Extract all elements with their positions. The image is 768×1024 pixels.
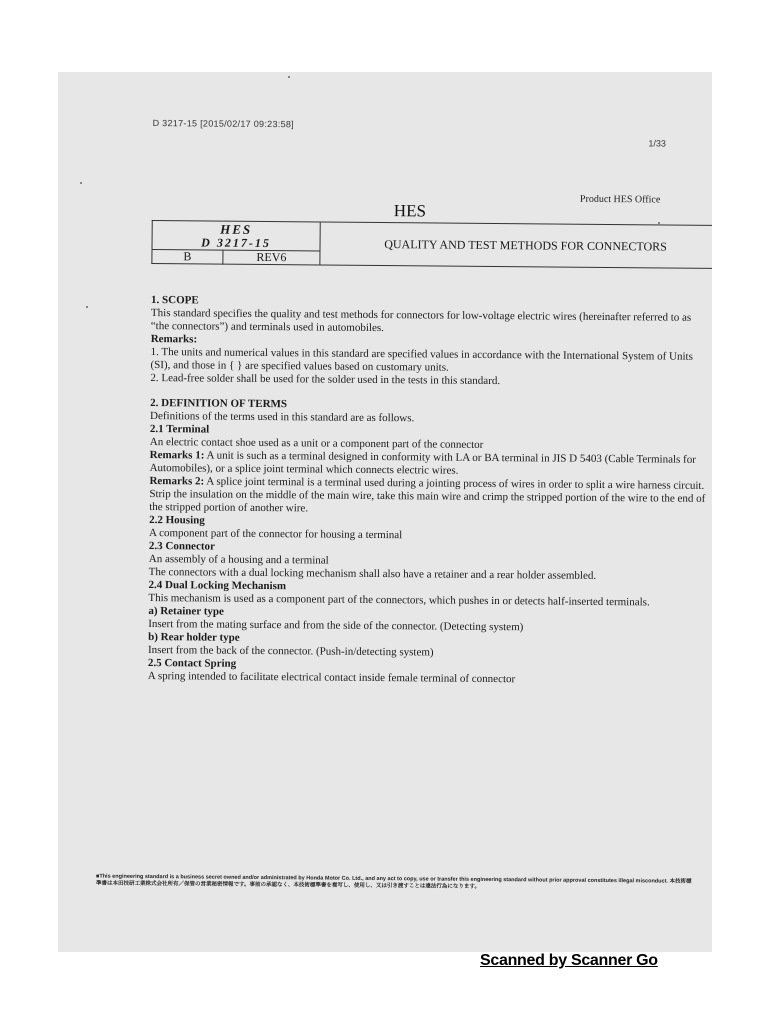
subsection-heading: a) Retainer type bbox=[148, 605, 224, 618]
subsection-heading: 2.4 Dual Locking Mechanism bbox=[148, 579, 287, 593]
scanned-page bbox=[58, 72, 712, 952]
document-title: QUALITY AND TEST METHODS FOR CONNECTORS bbox=[320, 222, 712, 269]
subsection-heading: 2.1 Terminal bbox=[149, 423, 210, 436]
document-id-box bbox=[151, 220, 712, 269]
subsection-heading: b) Rear holder type bbox=[148, 631, 240, 644]
standard-code: D 3217-15 bbox=[201, 235, 271, 251]
remarks-label: Remarks 2: bbox=[149, 475, 205, 488]
body-paragraph: Insert from the back of the connector. (Push-in/detecting system) bbox=[147, 644, 434, 659]
scan-speck bbox=[80, 182, 82, 184]
body-paragraph: 2. Lead-free solder shall be used for the solder used in the tests in this standard. bbox=[150, 372, 501, 388]
body-paragraph: An assembly of a housing and a terminal bbox=[148, 553, 329, 567]
scan-speck bbox=[288, 76, 290, 78]
subsection-heading: 2.3 Connector bbox=[148, 540, 215, 553]
remarks-text: A unit is such as a terminal designed in conformity with LA or BA terminal in JIS D 5403 (Cable Terminals for Automobiles), or a splice joint terminal which connects electric wires. bbox=[149, 449, 696, 477]
revision-label: REV6 bbox=[223, 250, 320, 265]
document-body bbox=[148, 294, 711, 688]
office-label: Product HES Office bbox=[579, 193, 661, 206]
scanner-watermark: Scanned by Scanner Go bbox=[480, 952, 658, 969]
standard-name bbox=[152, 221, 320, 251]
page-title: HES bbox=[393, 201, 427, 221]
confidentiality-notice: ■This engineering standard is a business secret owned and/or administrated by Honda Motor Co. Ltd., and any act to copy, use or transfer this engineering standard without prior approval constitutes illegal misconduct. 本技術標準書は本田技研工業株式会社所有／保管の営業秘密情報です。事前の承認なく、本技術標準書を複写し、使用し、又は引き渡すことは違法行為になります。 bbox=[95, 873, 692, 890]
subsection-heading: 2.5 Contact Spring bbox=[147, 657, 237, 670]
body-paragraph: This standard specifies the quality and test methods for connectors for low-voltage electric wires (hereinafter referred to as “the connectors”) and terminals used in automobiles. bbox=[150, 307, 692, 335]
body-paragraph: A component part of the connector for housing a terminal bbox=[148, 527, 403, 542]
body-paragraph: Definitions of the terms used in this standard are as follows. bbox=[149, 410, 415, 425]
remarks-label: Remarks 1: bbox=[149, 449, 205, 462]
remarks-text: A splice joint terminal is a terminal used during a jointing process of wires in order to split a wire harness circuit. Strip the insulation on the middle of the main wire, take this main wire and crimp the stripped portion of the wire to the end of the stripped portion of another wire. bbox=[149, 475, 706, 515]
remarks-paragraph bbox=[149, 475, 709, 519]
standard-label: HES bbox=[220, 221, 253, 237]
body-paragraph: This mechanism is used as a component part of the connectors, which pushes in or detects half-inserted terminals. bbox=[148, 592, 650, 609]
body-paragraph: An electric contact shoe used as a unit or a component part of the connector bbox=[149, 436, 484, 451]
body-paragraph: A spring intended to facilitate electrical contact inside female terminal of connector bbox=[147, 670, 516, 686]
body-paragraph: The connectors with a dual locking mechanism shall also have a retainer and a rear holder assembled. bbox=[148, 566, 597, 582]
subsection-heading: Remarks: bbox=[150, 333, 198, 346]
subsection-heading: 2.2 Housing bbox=[149, 514, 205, 527]
body-paragraph: 1. The units and numerical values in this standard are specified values in accordance with the International System of Units (SI), and those in { } are specified values based on customary units. bbox=[150, 346, 693, 374]
page-number: 1/33 bbox=[648, 138, 667, 149]
body-paragraph: Insert from the mating surface and from the side of the connector. (Detecting system) bbox=[148, 618, 524, 634]
scan-speck bbox=[86, 306, 88, 308]
id-box-b: B bbox=[152, 250, 223, 265]
section-heading: 1. SCOPE bbox=[151, 294, 199, 307]
section-heading: 2. DEFINITION OF TERMS bbox=[150, 397, 288, 411]
page-content bbox=[58, 72, 712, 952]
document-stamp: D 3217-15 [2015/02/17 09:23:58] bbox=[152, 118, 295, 130]
scan-speck bbox=[658, 222, 660, 224]
